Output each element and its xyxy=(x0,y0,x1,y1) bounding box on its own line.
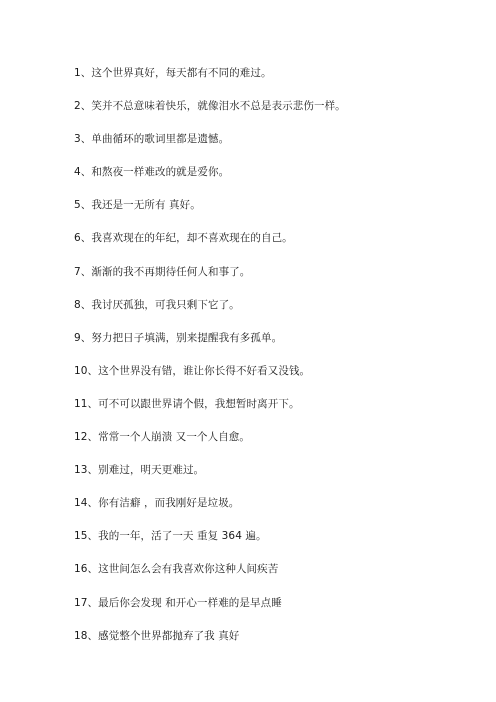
list-item: 10、这个世界没有错，谁让你长得不好看又没钱。 xyxy=(74,364,311,377)
list-item: 8、我讨厌孤独，可我只剩下它了。 xyxy=(74,298,240,311)
list-item: 11、可不可以跟世界请个假，我想暂时离开下。 xyxy=(74,397,300,410)
list-item: 13、别难过，明天更难过。 xyxy=(74,464,205,477)
list-item: 7、渐渐的我不再期待任何人和事了。 xyxy=(74,265,251,278)
list-item: 16、这世间怎么会有我喜欢你这种人间疾苦 xyxy=(74,563,279,576)
list-item: 2、笑并不总意味着快乐，就像泪水不总是表示悲伤一样。 xyxy=(74,100,346,113)
list-item: 12、常常一个人崩溃 又一个人自愈。 xyxy=(74,431,250,444)
list-item: 5、我还是一无所有 真好。 xyxy=(74,199,201,212)
list-item: 15、我的一年，活了一天 重复 364 遍。 xyxy=(74,530,267,543)
list-item: 14、你有洁癖 ，而我刚好是垃圾。 xyxy=(74,497,240,510)
list-item: 1、这个世界真好，每天都有不同的难过。 xyxy=(74,67,272,79)
list-item: 18、感觉整个世界都抛弃了我 真好 xyxy=(74,629,240,642)
list-item: 4、和熬夜一样难改的就是爱你。 xyxy=(74,166,230,179)
list-item: 17、最后你会发现 和开心一样难的是早点睡 xyxy=(74,596,282,609)
list-item: 3、单曲循环的歌词里都是遗憾。 xyxy=(74,133,230,146)
list-item: 6、我喜欢现在的年纪，却不喜欢现在的自己。 xyxy=(74,232,293,245)
quote-list xyxy=(74,64,484,660)
list-item: 9、努力把日子填满，别来提醒我有多孤单。 xyxy=(74,331,283,344)
